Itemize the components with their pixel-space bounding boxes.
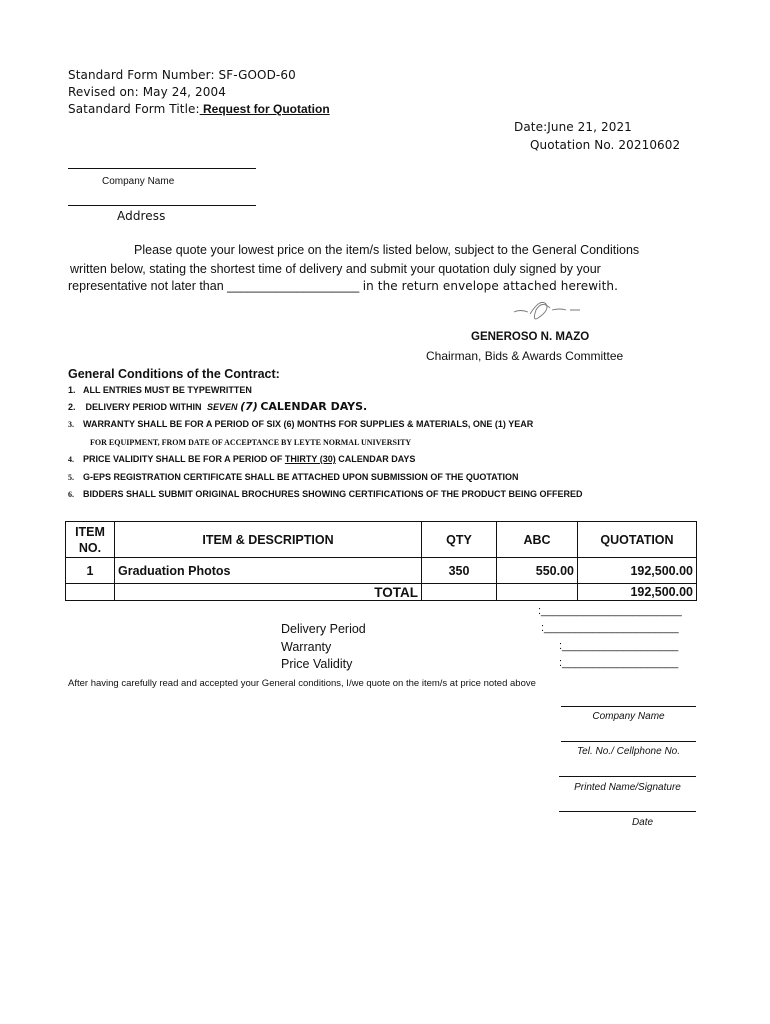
revised-date: Revised on: May 24, 2004 xyxy=(68,85,226,99)
condition-3 xyxy=(68,419,533,429)
condition-2-days-num: (7) xyxy=(240,400,258,413)
quotation-number: Quotation No. 20210602 xyxy=(530,138,681,152)
condition-4-number: 4. xyxy=(68,455,74,464)
signature-scribble xyxy=(508,294,588,328)
deadline-blank: ___________________ xyxy=(227,279,360,293)
price-validity-label: Price Validity xyxy=(281,657,353,671)
warranty-value: :___________________ xyxy=(559,640,679,652)
tel-line xyxy=(561,741,696,742)
condition-5 xyxy=(68,472,519,482)
condition-2-text-a: DELIVERY PERIOD WITHIN xyxy=(85,402,202,412)
price-validity-value: :___________________ xyxy=(559,657,679,669)
table-total-row xyxy=(66,584,697,601)
condition-3-continuation: FOR EQUIPMENT, FROM DATE OF ACCEPTANCE BY LEYTE NORMAL UNIVERSITY xyxy=(90,438,412,447)
cell-description: Graduation Photos xyxy=(115,558,422,584)
header-qty: QTY xyxy=(422,522,497,558)
address-label: Address xyxy=(117,209,166,223)
condition-2-number: 2. xyxy=(68,402,76,412)
header-item-no-line2: NO. xyxy=(78,540,102,555)
quotation-table xyxy=(65,521,697,601)
company-name-label: Company Name xyxy=(102,176,175,187)
condition-2-days-word: SEVEN xyxy=(207,402,238,412)
total-value: 192,500.00 xyxy=(578,584,697,601)
header-quotation: QUOTATION xyxy=(578,522,697,558)
condition-4-text-a: PRICE VALIDITY SHALL BE FOR A PERIOD OF xyxy=(83,454,283,464)
condition-1-text: ALL ENTRIES MUST BE TYPEWRITTEN xyxy=(83,385,252,395)
header-item-no xyxy=(66,522,115,558)
intro-line-1: Please quote your lowest price on the item/s listed below, subject to the General Conditions xyxy=(134,243,640,257)
quotation-date: Date:June 21, 2021 xyxy=(514,120,632,134)
company-name-line xyxy=(68,168,256,169)
table-header-row xyxy=(66,522,697,558)
bidder-tel-label: Tel. No./ Cellphone No. xyxy=(576,746,681,757)
delivery-period-label: Delivery Period xyxy=(281,622,366,636)
condition-1-number: 1. xyxy=(68,385,76,395)
bidder-company-label: Company Name xyxy=(592,711,665,722)
form-title xyxy=(68,102,330,116)
cell-qty: 350 xyxy=(422,558,497,584)
condition-6-text: BIDDERS SHALL SUBMIT ORIGINAL BROCHURES SHOWING CERTIFICATIONS OF THE PRODUCT BEING OFFERED xyxy=(83,489,583,499)
cell-item-no: 1 xyxy=(66,558,115,584)
warranty-label: Warranty xyxy=(281,640,332,654)
intro-line-3 xyxy=(68,279,618,293)
cell-quotation: 192,500.00 xyxy=(578,558,697,584)
condition-6-number: 6. xyxy=(68,490,74,499)
signatory-title: Chairman, Bids & Awards Committee xyxy=(426,349,624,363)
intro-line-2: written below, stating the shortest time of delivery and submit your quotation duly signed by your xyxy=(70,262,601,276)
bidder-printed-label: Printed Name/Signature xyxy=(574,782,681,793)
acceptance-statement: After having carefully read and accepted your General conditions, I/we quote on the item/s at price noted above xyxy=(68,678,536,689)
address-line xyxy=(68,205,256,206)
form-title-value: Request for Quotation xyxy=(199,102,330,116)
total-empty-cell xyxy=(66,584,115,601)
blank-line-0: :_______________________ xyxy=(538,605,682,617)
total-label: TOTAL xyxy=(115,584,422,601)
condition-3-text: WARRANTY SHALL BE FOR A PERIOD OF SIX (6) MONTHS FOR SUPPLIES & MATERIALS, ONE (1) YEAR xyxy=(83,419,534,429)
condition-4-days: THIRTY (30) xyxy=(284,454,336,464)
conditions-heading: General Conditions of the Contract: xyxy=(68,367,280,381)
intro-line-3-a: representative not later than xyxy=(68,279,224,293)
printed-name-line xyxy=(559,776,696,777)
intro-line-3-b: in the return envelope attached herewith. xyxy=(362,279,618,293)
condition-6 xyxy=(68,489,583,499)
condition-5-text: G-EPS REGISTRATION CERTIFICATE SHALL BE ATTACHED UPON SUBMISSION OF THE QUOTATION xyxy=(83,472,519,482)
company-line xyxy=(561,706,696,707)
date-line xyxy=(559,811,696,812)
total-qty-empty xyxy=(422,584,497,601)
condition-4-text-c: CALENDAR DAYS xyxy=(338,454,416,464)
signatory-name: GENEROSO N. MAZO xyxy=(471,331,590,343)
header-item-no-line1: ITEM xyxy=(75,524,105,539)
header-abc: ABC xyxy=(497,522,578,558)
condition-2 xyxy=(68,400,367,413)
condition-3-number: 3. xyxy=(68,420,74,429)
total-abc-empty xyxy=(497,584,578,601)
form-number: Standard Form Number: SF-GOOD-60 xyxy=(68,68,296,82)
table-row xyxy=(66,558,697,584)
condition-5-number: 5. xyxy=(68,473,74,482)
delivery-period-value: :______________________ xyxy=(541,622,679,634)
condition-2-calendar: CALENDAR DAYS. xyxy=(260,400,368,413)
bidder-date-label: Date xyxy=(631,817,654,828)
condition-4 xyxy=(68,454,415,464)
form-title-prefix: Satandard Form Title: xyxy=(68,102,200,116)
cell-abc: 550.00 xyxy=(497,558,578,584)
header-description: ITEM & DESCRIPTION xyxy=(115,522,422,558)
condition-1 xyxy=(68,385,252,395)
